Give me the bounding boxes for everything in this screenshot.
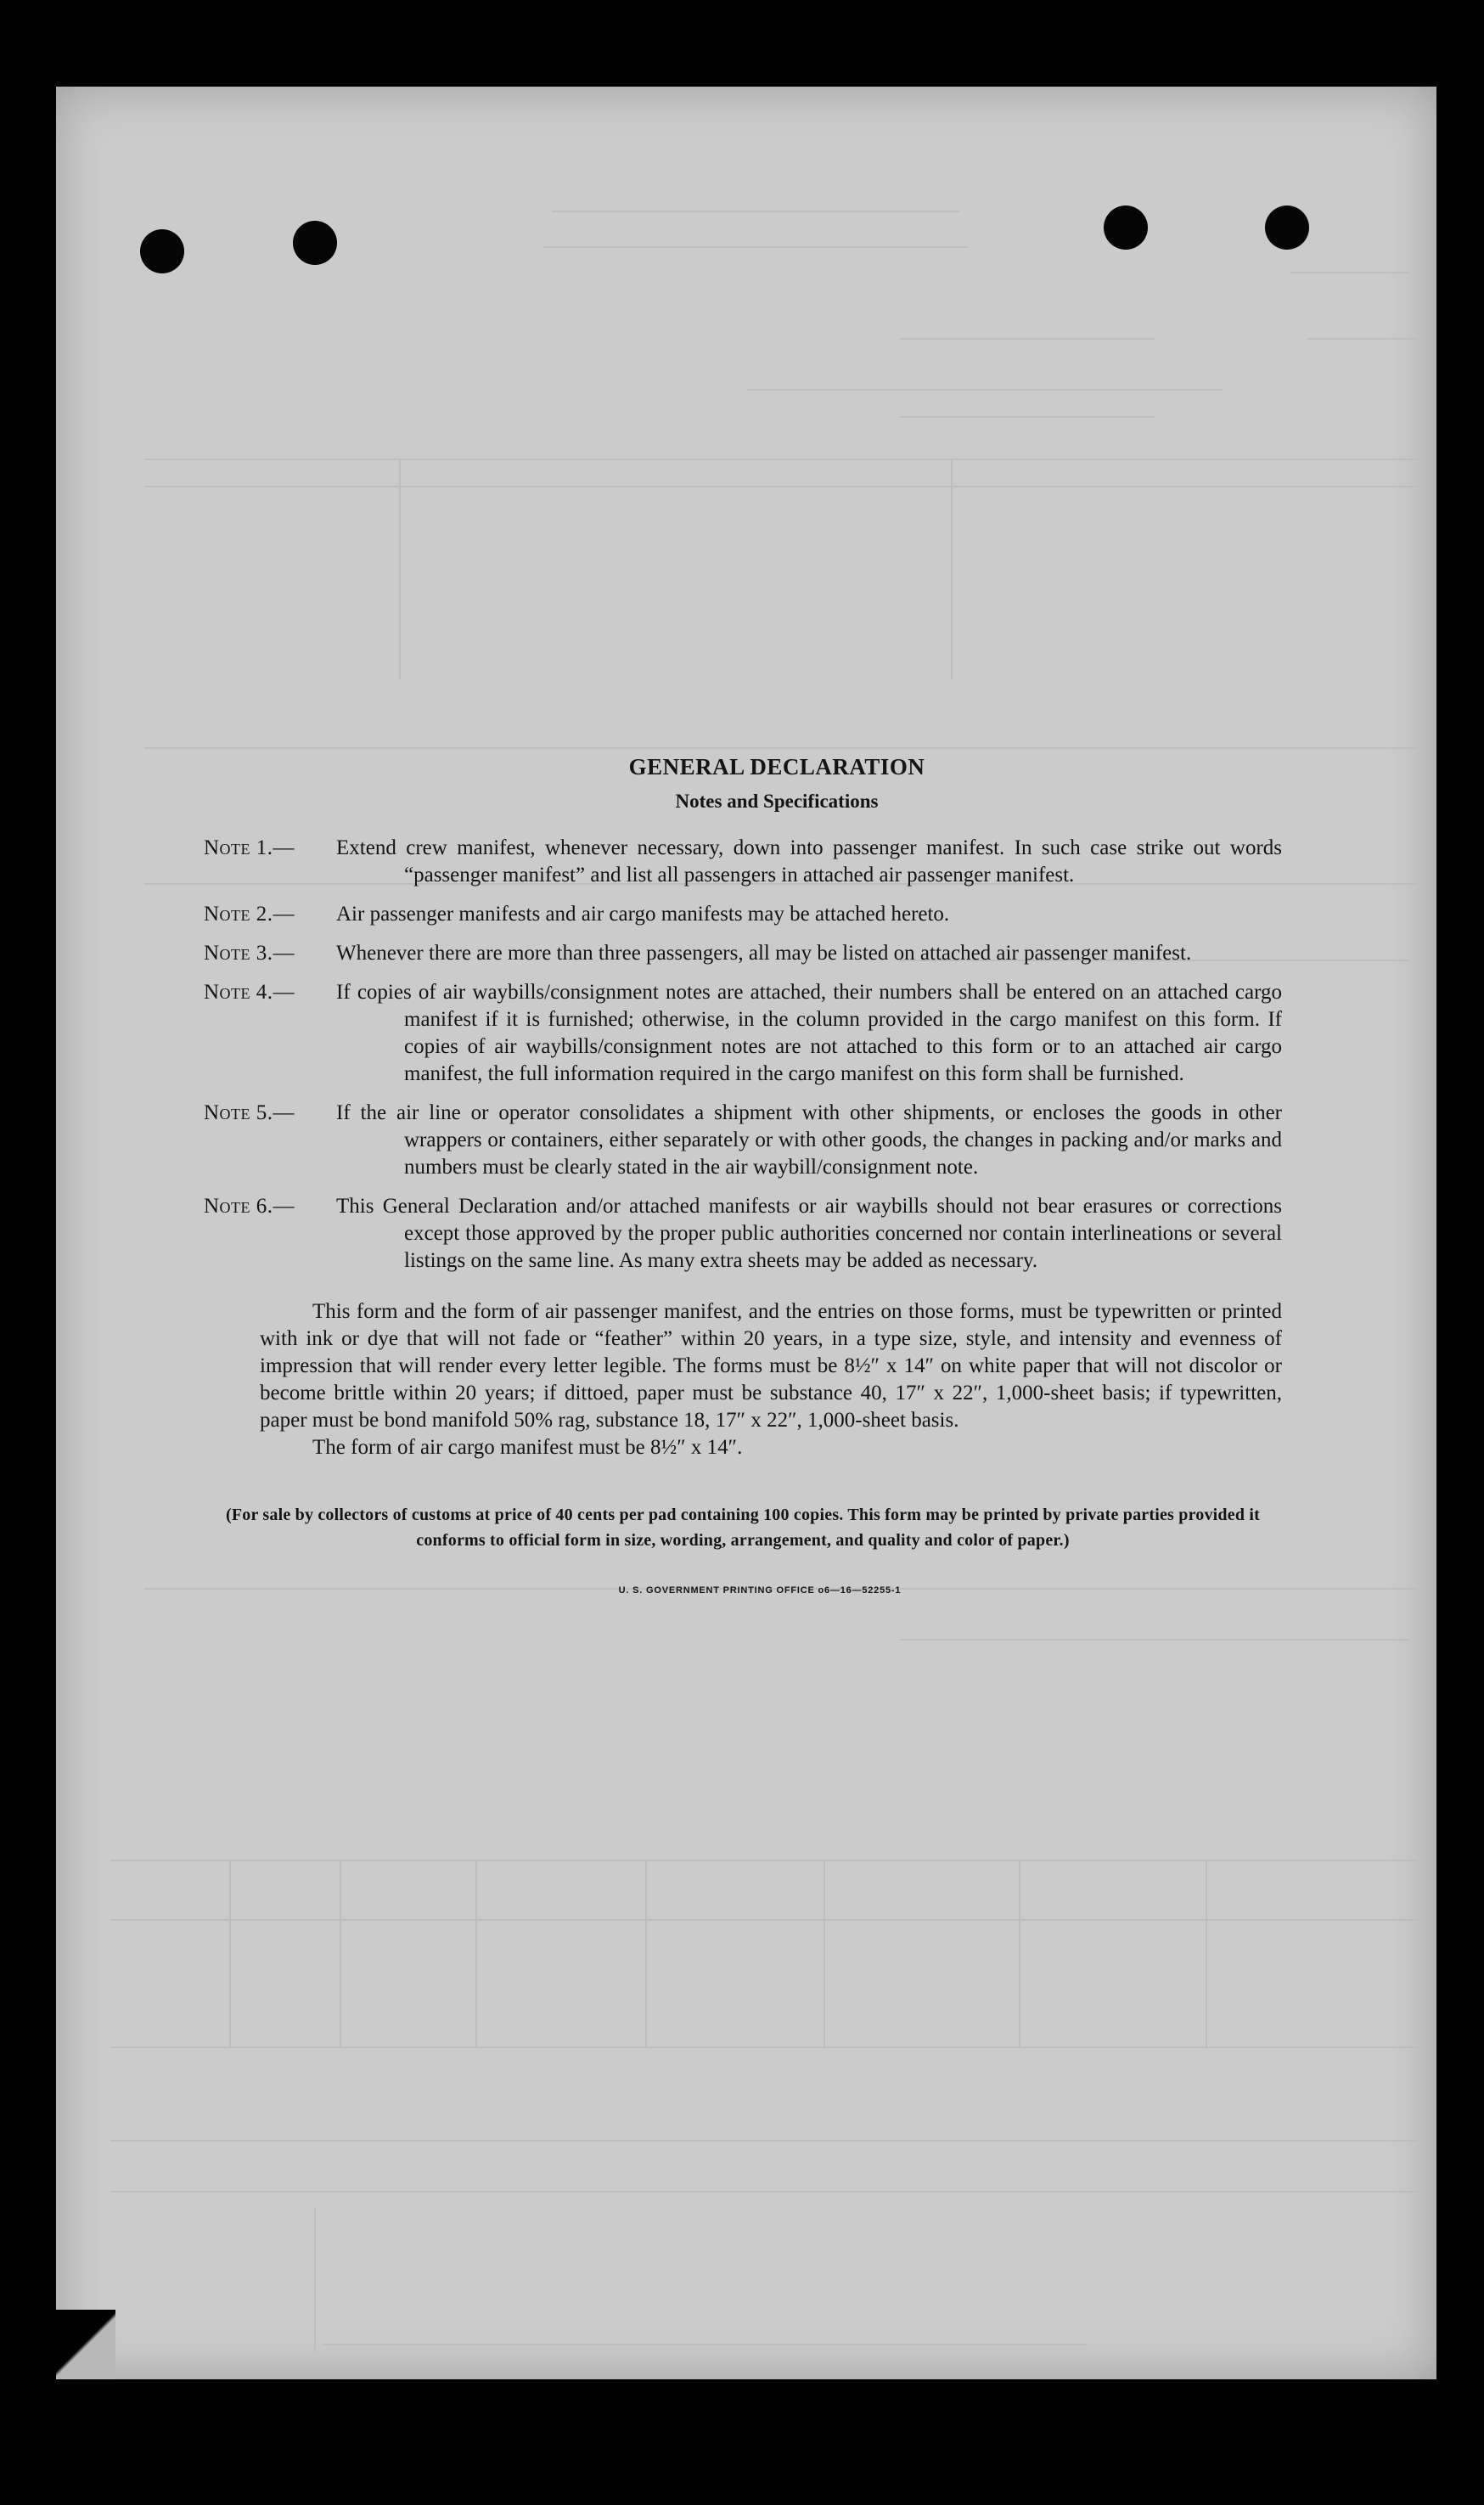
- note-label: Note 2.—: [204, 903, 295, 926]
- note-2: [204, 901, 1282, 928]
- note-5: [204, 1100, 1282, 1181]
- note-text: Air passenger manifests and air cargo manifests may be attached hereto.: [336, 903, 950, 926]
- note-label: Note 1.—: [204, 836, 295, 859]
- form-specification-paragraph: This form and the form of air passenger manifest, and the entries on those forms, must be typewritten or printed with ink or dye that will not fade or “feather” within 20 years, in a type size, style, and intensity and evenness of impression that will render every letter legible. The forms must be 8½″ x 14″ on white paper that will not discolor or become brittle within 20 years; if dittoed, paper must be substance 40, 17″ x 22″, 1,000-sheet basis; if typewritten, paper must be bond manifold 50% rag, substance 18, 17″ x 22″, 1,000-sheet basis.: [260, 1300, 1282, 1432]
- note-6: [204, 1193, 1282, 1275]
- note-1: [204, 835, 1282, 889]
- punch-hole-left-1: [140, 229, 184, 273]
- page-corner-fold: [56, 2310, 115, 2379]
- note-text: If the air line or operator consolidates a shipment with other shipments, or encloses the goods in other wrappers or containers, either separately or with other goods, the changes in packing and/or marks and numbers must be clearly stated in the air waybill/consignment note.: [336, 1101, 1282, 1179]
- note-label: Note 3.—: [204, 942, 295, 965]
- sale-notice: (For sale by collectors of customs at price of 40 cents per pad containing 100 copies. This form may be printed by private parties provided it conforms to official form in size, wording, arrangement, and quality and color of paper.): [226, 1506, 1260, 1550]
- note-text: Extend crew manifest, whenever necessary, down into passenger manifest. In such case strike out words “passenger manifest” and list all passengers in attached air passenger manifest.: [336, 836, 1282, 887]
- page-title: GENERAL DECLARATION: [628, 754, 925, 780]
- note-3: [204, 940, 1282, 967]
- note-label: Note 5.—: [204, 1101, 295, 1124]
- punch-hole-right-2: [1265, 205, 1309, 250]
- note-label: Note 6.—: [204, 1195, 295, 1218]
- notes-section: [204, 754, 1282, 1596]
- printer-imprint: U. S. GOVERNMENT PRINTING OFFICE o6—16—52255-1: [618, 1585, 902, 1596]
- note-text: This General Declaration and/or attached manifests or air waybills should not bear erasures or corrections except those approved by the proper public authorities concerned nor contain interlineations or several listings on the same line. As many extra sheets may be added as necessary.: [336, 1195, 1282, 1272]
- note-text: Whenever there are more than three passengers, all may be listed on attached air passenger manifest.: [336, 942, 1192, 965]
- note-text: If copies of air waybills/consignment notes are attached, their numbers shall be entered on an attached cargo manifest if it is furnished; otherwise, in the column provided in the cargo manifest on this form. If copies of air waybills/consignment notes are not attached to this form or to an attached air cargo manifest, the full information required in the cargo manifest on this form shall be furnished.: [336, 981, 1282, 1085]
- note-label: Note 4.—: [204, 981, 295, 1004]
- note-4: [204, 979, 1282, 1088]
- page-subtitle: Notes and Specifications: [675, 791, 879, 812]
- punch-hole-right-1: [1104, 205, 1148, 250]
- cargo-form-size-line: The form of air cargo manifest must be 8½″ x 14″.: [312, 1436, 743, 1459]
- punch-hole-left-2: [293, 221, 337, 265]
